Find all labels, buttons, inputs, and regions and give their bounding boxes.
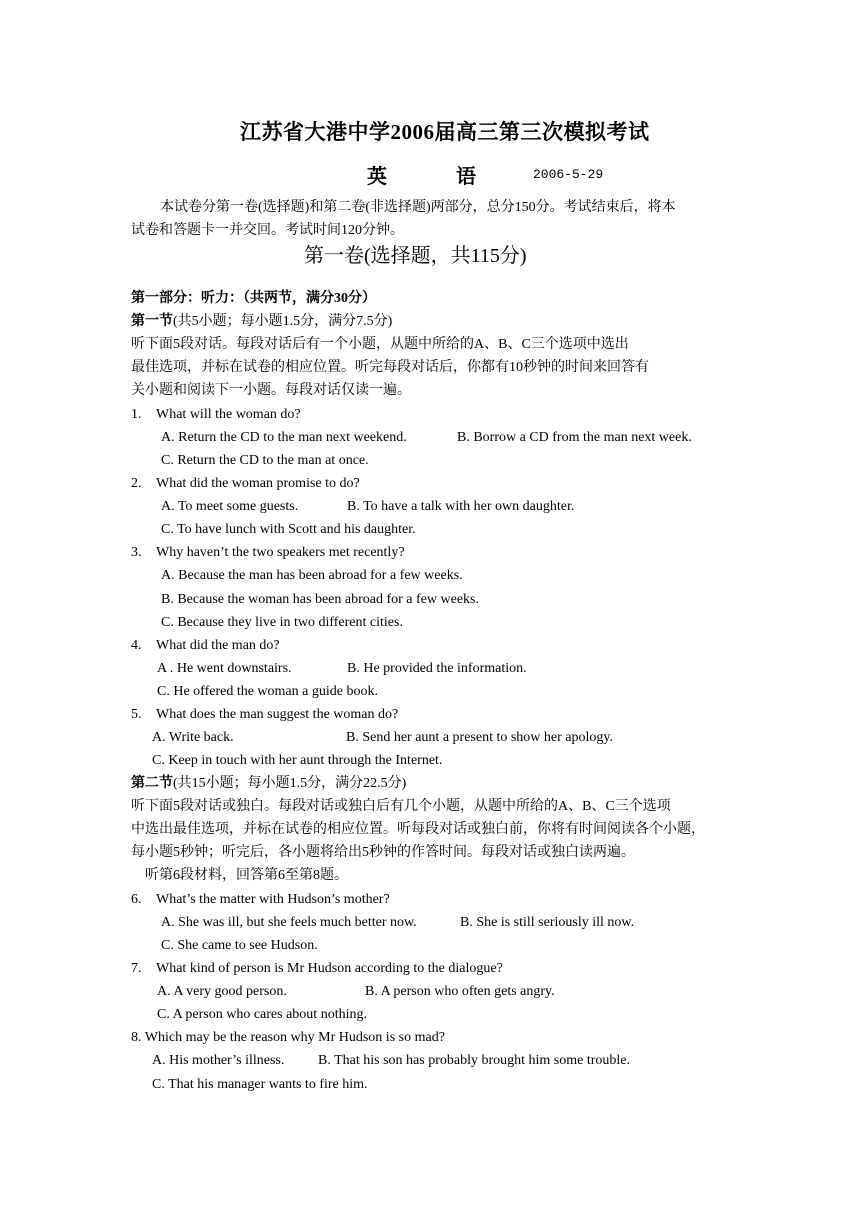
- question-1-stem: What will the woman do?: [156, 407, 301, 422]
- question-6-option-c: C. She came to see Hudson.: [161, 938, 318, 953]
- question-3-option-b: B. Because the woman has been abroad for a few weeks.: [161, 592, 479, 607]
- question-4-number: 4.: [131, 638, 142, 653]
- section-2-info: (共15小题；每小题1.5分，满分22.5分): [173, 776, 407, 791]
- section-2-instr-4: 听第6段材料，回答第6至第8题。: [145, 868, 348, 883]
- question-5-option-a: A. Write back.: [152, 730, 234, 745]
- section-1-label: 第一节: [131, 314, 173, 329]
- section-2-instr-2: 中选出最佳选项，并标在试卷的相应位置。听每段对话或独白前，你将有时间阅读各个小题，: [131, 822, 705, 837]
- question-4-option-a: A . He went downstairs.: [157, 661, 292, 676]
- section-2-title: [131, 772, 406, 795]
- volume-1-title: 第一卷(选择题，共115分): [304, 245, 527, 267]
- question-5-option-c: C. Keep in touch with her aunt through the Internet.: [152, 753, 443, 768]
- question-4-option-c: C. He offered the woman a guide book.: [157, 684, 378, 699]
- question-7-number: 7.: [131, 961, 142, 976]
- question-3-option-a: A. Because the man has been abroad for a few weeks.: [161, 568, 463, 583]
- question-2-stem: What did the woman promise to do?: [156, 476, 360, 491]
- section-1-instr-2: 最佳选项，并标在试卷的相应位置。听完每段对话后，你都有10秒钟的时间来回答有: [131, 360, 649, 375]
- question-1-number: 1.: [131, 407, 142, 422]
- question-7-option-a: A. A very good person.: [157, 984, 287, 999]
- question-8-stem: 8. Which may be the reason why Mr Hudson is so mad?: [131, 1030, 445, 1045]
- section-1-instr-1: 听下面5段对话。每段对话后有一个小题，从题中所给的A、B、C三个选项中选出: [131, 337, 629, 352]
- question-2-number: 2.: [131, 476, 142, 491]
- question-5-number: 5.: [131, 707, 142, 722]
- part-1-title: 第一部分：听力：（共两节，满分30分）: [131, 291, 376, 306]
- question-7-option-b: B. A person who often gets angry.: [365, 984, 555, 999]
- question-8-option-a: A. His mother’s illness.: [152, 1053, 285, 1068]
- subject-char-1: 英: [367, 166, 388, 188]
- question-7-option-c: C. A person who cares about nothing.: [157, 1007, 367, 1022]
- exam-title: 江苏省大港中学2006届高三第三次模拟考试: [240, 120, 650, 144]
- question-6-option-a: A. She was ill, but she feels much better now.: [161, 915, 417, 930]
- section-2-instr-1: 听下面5段对话或独白。每段对话或独白后有几个小题，从题中所给的A、B、C三个选项: [131, 799, 671, 814]
- section-1-info: (共5小题；每小题1.5分，满分7.5分): [173, 314, 393, 329]
- question-5-option-b: B. Send her aunt a present to show her apology.: [346, 730, 613, 745]
- question-1-option-b: B. Borrow a CD from the man next week.: [457, 430, 692, 445]
- question-4-option-b: B. He provided the information.: [347, 661, 527, 676]
- question-3-stem: Why haven’t the two speakers met recently?: [156, 545, 405, 560]
- section-2-label: 第二节: [131, 776, 173, 791]
- subject-char-2: 语: [456, 166, 477, 188]
- section-1-instr-3: 关小题和阅读下一小题。每段对话仅读一遍。: [131, 383, 411, 398]
- question-2-option-c: C. To have lunch with Scott and his daughter.: [161, 522, 416, 537]
- question-3-number: 3.: [131, 545, 142, 560]
- question-4-stem: What did the man do?: [156, 638, 280, 653]
- question-1-option-a: A. Return the CD to the man next weekend.: [161, 430, 407, 445]
- question-2-option-a: A. To meet some guests.: [161, 499, 299, 514]
- question-8-option-c: C. That his manager wants to fire him.: [152, 1077, 368, 1092]
- question-8-option-b: B. That his son has probably brought him some trouble.: [318, 1053, 630, 1068]
- question-5-stem: What does the man suggest the woman do?: [156, 707, 399, 722]
- question-6-stem: What’s the matter with Hudson’s mother?: [156, 892, 390, 907]
- section-1-title: [131, 310, 392, 333]
- section-2-instr-3: 每小题5秒钟；听完后，各小题将给出5秒钟的作答时间。每段对话或独白读两遍。: [131, 845, 635, 860]
- question-6-number: 6.: [131, 892, 142, 907]
- question-2-option-b: B. To have a talk with her own daughter.: [347, 499, 575, 514]
- question-3-option-c: C. Because they live in two different cities.: [161, 615, 403, 630]
- question-1-option-c: C. Return the CD to the man at once.: [161, 453, 369, 468]
- intro-line-2: 试卷和答题卡一并交回。考试时间120分钟。: [131, 223, 404, 238]
- question-6-option-b: B. She is still seriously ill now.: [460, 915, 635, 930]
- exam-date: 2006-5-29: [533, 167, 604, 182]
- intro-line-1: 本试卷分第一卷(选择题)和第二卷(非选择题)两部分，总分150分。考试结束后，将本: [160, 200, 676, 215]
- question-7-stem: What kind of person is Mr Hudson according to the dialogue?: [156, 961, 503, 976]
